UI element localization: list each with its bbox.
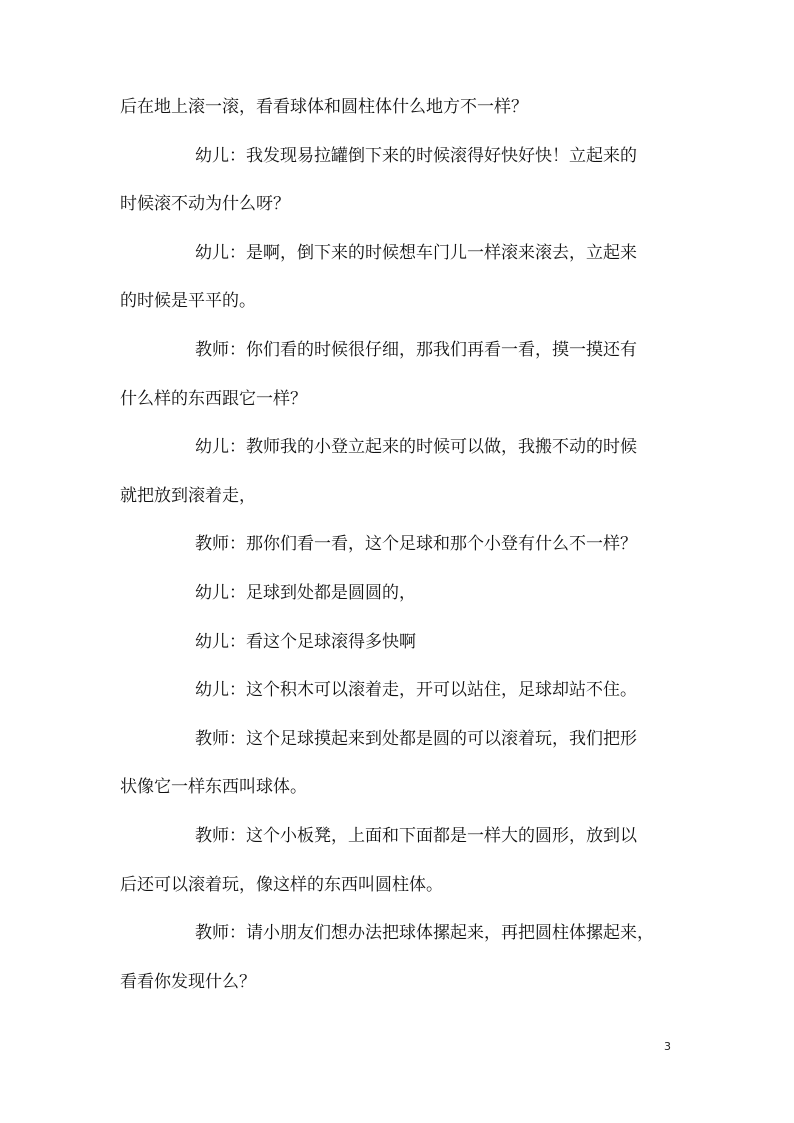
text-line: 幼儿：教师我的小登立起来的时候可以做，我搬不动的时候 [195,437,637,458]
page-number: 3 [664,1040,671,1053]
text-line: 后在地上滚一滚，看看球体和圆柱体什么地方不一样？ [120,97,528,117]
text-line: 时候滚不动为什么呀？ [120,194,290,215]
text-line: 什么样的东西跟它一样？ [120,388,307,409]
text-line: 幼儿：看这个足球滚得多快啊 [195,631,416,652]
text-line: 教师：这个足球摸起来到处都是圆的可以滚着玩，我们把形 [195,728,637,749]
text-line: 幼儿：足球到处都是圆圆的， [195,582,416,603]
text-line: 看看你发现什么？ [120,971,256,992]
text-line: 的时候是平平的。 [120,291,256,312]
text-line: 就把放到滚着走， [120,485,256,506]
text-line: 教师：这个小板凳，上面和下面都是一样大的圆形，放到以 [195,825,637,846]
text-line: 状像它一样东西叫球体。 [120,777,307,798]
text-line: 后还可以滚着玩，像这样的东西叫圆柱体。 [120,874,443,895]
text-line: 幼儿：我发现易拉罐倒下来的时候滚得好快好快！立起来的 [195,145,637,166]
text-line: 教师：你们看的时候很仔细，那我们再看一看，摸一摸还有 [195,339,637,360]
body-text [120,88,680,1011]
text-line: 教师：请小朋友们想办法把球体摞起来，再把圆柱体摞起来， [195,923,654,944]
text-line: 幼儿：这个积木可以滚着走，开可以站住，足球却站不住。 [195,680,637,701]
text-line: 幼儿：是啊，倒下来的时候想车门儿一样滚来滚去，立起来 [195,242,637,263]
text-line: 教师：那你们看一看，这个足球和那个小登有什么不一样？ [195,534,637,555]
